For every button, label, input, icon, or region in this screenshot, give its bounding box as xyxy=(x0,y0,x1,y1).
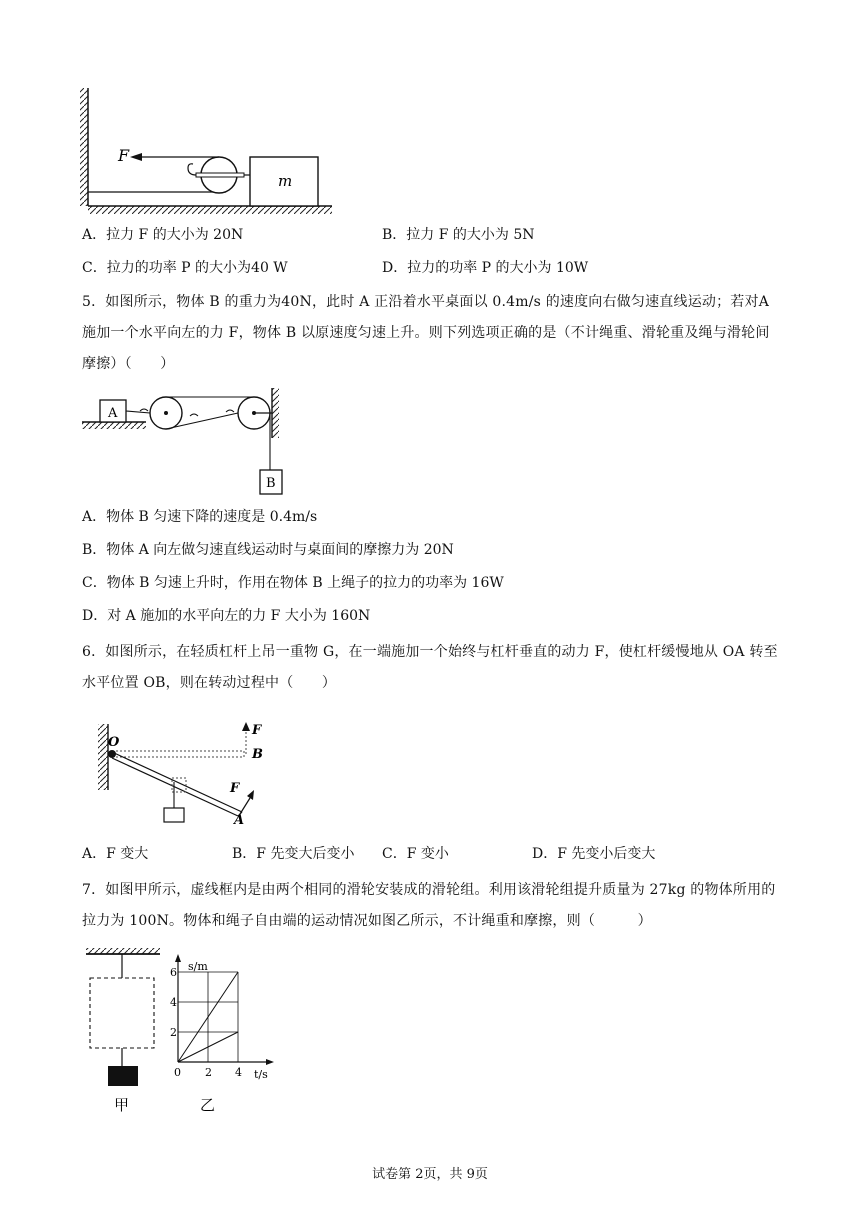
st-graph xyxy=(170,954,274,1079)
q4-option-d: D．拉力的功率 P 的大小为 10W xyxy=(382,260,589,276)
label-a: A xyxy=(234,813,245,828)
q4-option-b: B．拉力 F 的大小为 5N xyxy=(382,227,535,243)
x-axis-arrow xyxy=(266,1059,274,1065)
page-footer: 试卷第 2页，共 9页 xyxy=(372,1167,488,1182)
graph-origin: 0 xyxy=(174,1066,181,1079)
label-o: O xyxy=(108,735,120,750)
block-a-label: A xyxy=(108,406,118,421)
q4-option-c: C．拉力的功率 P 的大小为40 W xyxy=(82,260,288,276)
q6-option-a: A．F 变大 xyxy=(82,846,149,862)
q7-stem: 7．如图甲所示，虚线框内是由两个相同的滑轮安装成的滑轮组。利用该滑轮组提升质量为 27kg 的物体所用的拉力为 100N。物体和绳子自由端的运动情况如图乙所示，不计绳重和摩擦，则（ ） xyxy=(82,882,776,929)
figure-q5-pulleys xyxy=(80,384,300,498)
q5-option-b: B．物体 A 向左做匀速直线运动时与桌面间的摩擦力为 20N xyxy=(82,542,454,558)
y-tick-label-2: 6 xyxy=(170,966,177,979)
q6-option-d: D．F 先变小后变大 xyxy=(532,846,656,862)
label-jia: 甲 xyxy=(114,1096,130,1114)
force-label: F xyxy=(118,146,130,165)
y-tick-label-1: 4 xyxy=(170,996,177,1009)
graph-xlabel: t/s xyxy=(254,1068,268,1081)
label-f-bottom: F xyxy=(230,781,240,796)
figure-pulley-block xyxy=(78,82,348,222)
figure-q7-yi-graph xyxy=(170,952,280,1116)
figure-q6-lever xyxy=(94,716,274,828)
q5-option-d: D．对 A 施加的水平向左的力 F 大小为 160N xyxy=(82,608,371,624)
label-f-top: F xyxy=(252,723,262,738)
block-b-label: B xyxy=(266,476,276,491)
figure-q7-jia xyxy=(80,944,170,1114)
x-tick-label-1: 4 xyxy=(235,1066,242,1079)
x-tick-label-0: 2 xyxy=(205,1066,212,1079)
q6-option-c: C．F 变小 xyxy=(382,846,449,862)
y-tick-label-0: 2 xyxy=(170,1026,177,1039)
q6-option-b: B．F 先变大后变小 xyxy=(232,846,355,862)
label-yi: 乙 xyxy=(200,1096,216,1114)
q6-stem: 6．如图所示，在轻质杠杆上吊一重物 G，在一端施加一个始终与杠杆垂直的动力 F，使杠杆缓慢地从 OA 转至水平位置 OB，则在转动过程中（ ） xyxy=(82,644,778,691)
graph-ylabel: s/m xyxy=(188,960,208,973)
label-b: B xyxy=(252,747,263,762)
q4-option-a: A．拉力 F 的大小为 20N xyxy=(82,227,244,243)
q5-option-c: C．物体 B 匀速上升时，作用在物体 B 上绳子的拉力的功率为 16W xyxy=(82,575,504,591)
mass-label: m xyxy=(278,172,293,190)
y-axis-arrow xyxy=(175,954,181,962)
q5-stem: 5．如图所示，物体 B 的重力为40N，此时 A 正沿着水平桌面以 0.4m/s 的速度向右做匀速直线运动；若对A 施加一个水平向左的力 F，物体 B 以原速度匀速上升。则下列选项正确的是（不计绳重、滑轮重及绳与滑轮间摩擦）（ ） xyxy=(82,294,770,372)
q5-option-a: A．物体 B 匀速下降的速度是 0.4m/s xyxy=(82,509,318,525)
